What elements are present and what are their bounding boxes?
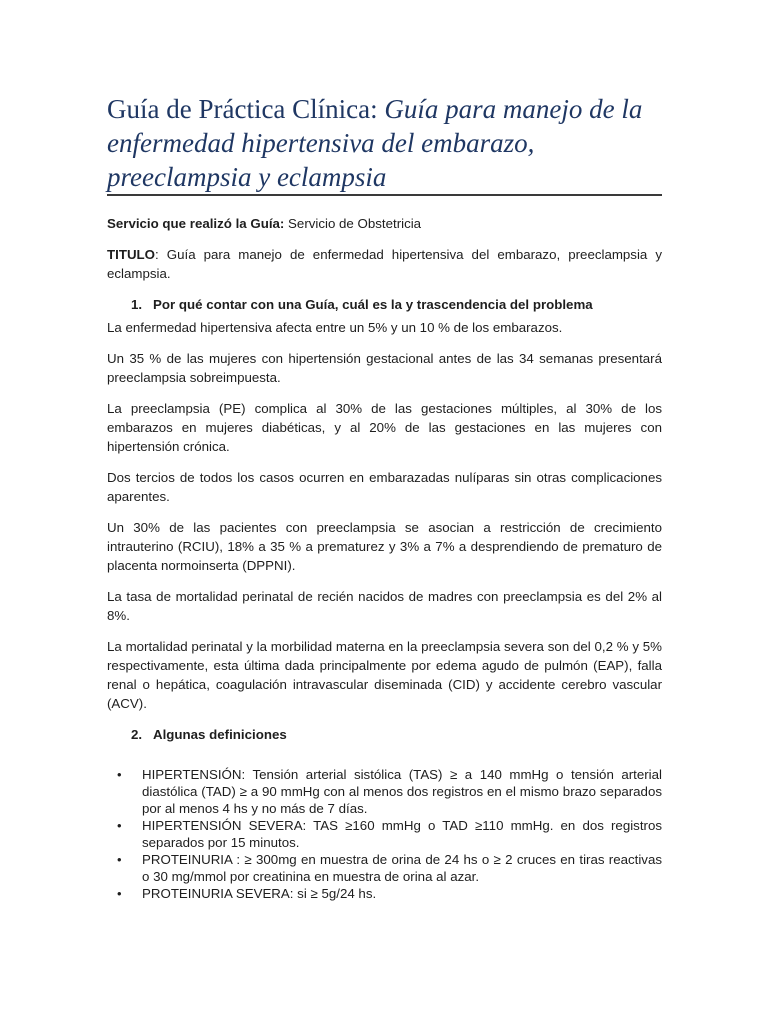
service-line xyxy=(107,214,662,233)
paragraph: Dos tercios de todos los casos ocurren en embarazadas nulíparas sin otras complicaciones aparentes. xyxy=(107,470,662,504)
list-item xyxy=(107,817,662,851)
document-title xyxy=(107,92,667,194)
paragraph: La enfermedad hipertensiva afecta entre un 5% y un 10 % de los embarazos. xyxy=(107,320,563,335)
bullet-icon: • xyxy=(117,818,122,833)
bullet-icon: • xyxy=(117,767,122,782)
service-label: Servicio que realizó la Guía: xyxy=(107,216,285,231)
paragraph: Un 30% de las pacientes con preeclampsia se asocian a restricción de crecimiento intrauterino (RCIU), 18% a 35 % a prematurez y 3% a 7% a desprendiendo de prematuro de placenta normoinserta (DPPNI). xyxy=(107,520,662,573)
paragraph: La tasa de mortalidad perinatal de recién nacidos de madres con preeclampsia es del 2% al 8%. xyxy=(107,589,662,623)
title-underline xyxy=(107,194,662,196)
service-value: Servicio de Obstetricia xyxy=(284,216,422,231)
list-item xyxy=(107,885,662,902)
section-1-title: Por qué contar con una Guía, cuál es la y trascendencia del problema xyxy=(153,297,593,312)
list-item xyxy=(107,851,662,885)
paragraph: Un 35 % de las mujeres con hipertensión gestacional antes de las 34 semanas presentará preeclampsia sobreimpuesta. xyxy=(107,351,662,385)
definition-text: PROTEINURIA SEVERA: si ≥ 5g/24 hs. xyxy=(142,886,377,901)
definition-text: PROTEINURIA : ≥ 300mg en muestra de orina de 24 hs o ≥ 2 cruces en tiras reactivas o 30 mg/mmol por creatinina en muestra de orina al azar. xyxy=(142,852,662,884)
section-2-title: Algunas definiciones xyxy=(153,727,287,742)
section-2-heading xyxy=(107,725,662,744)
definitions-list xyxy=(107,766,662,902)
title-italic: Guía para manejo de la enfermedad hipertensiva del embarazo, preeclampsia y eclampsia xyxy=(107,94,643,192)
bullet-icon: • xyxy=(117,886,122,901)
definition-text: HIPERTENSIÓN SEVERA: TAS ≥160 mmHg o TAD ≥110 mmHg. en dos registros separados por 15 minutos. xyxy=(142,818,662,850)
document-body xyxy=(107,214,662,902)
section-1-heading xyxy=(107,295,662,314)
titulo-line xyxy=(107,245,662,283)
titulo-label: TITULO xyxy=(107,247,156,262)
bullet-icon: • xyxy=(117,852,122,867)
title-plain: Guía de Práctica Clínica: xyxy=(107,94,385,124)
list-item xyxy=(107,766,662,817)
titulo-value: : Guía para manejo de enfermedad hipertensiva del embarazo, preeclampsia y eclampsia. xyxy=(107,247,662,281)
definition-text: HIPERTENSIÓN: Tensión arterial sistólica (TAS) ≥ a 140 mmHg o tensión arterial diastólica (TAD) ≥ a 90 mmHg con al menos dos registros en el mismo brazo separados por al menos 4 hs y no más de 7 días. xyxy=(142,767,662,816)
paragraph: La preeclampsia (PE) complica al 30% de las gestaciones múltiples, al 30% de los embarazos en mujeres diabéticas, y al 20% de las gestaciones en las mujeres con hipertensión crónica. xyxy=(107,401,662,454)
paragraph: La mortalidad perinatal y la morbilidad materna en la preeclampsia severa son del 0,2 % y 5% respectivamente, esta última dada principalmente por edema agudo de pulmón (EAP), falla renal o hepática, coagulación intravascular diseminada (CID) y accidente cerebro vascular (ACV). xyxy=(107,639,662,711)
section-2-number: 2. xyxy=(131,727,143,742)
section-1-number: 1. xyxy=(131,297,143,312)
